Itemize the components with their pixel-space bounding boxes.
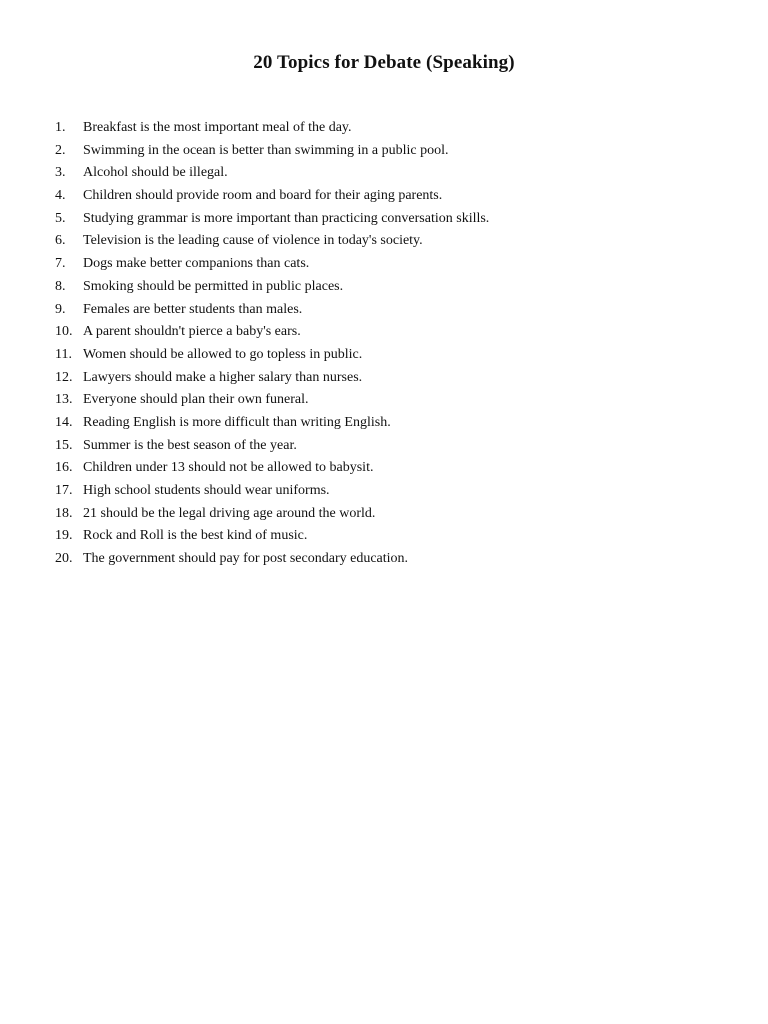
topic-number: 10.: [55, 324, 73, 340]
topic-number: 18.: [55, 505, 73, 521]
topic-item: [55, 548, 489, 571]
topic-number: 5.: [55, 210, 66, 226]
topic-item: [55, 480, 489, 503]
topic-item: [55, 457, 489, 480]
topic-text: A parent shouldn't pierce a baby's ears.: [83, 324, 301, 340]
topic-number: 1.: [55, 120, 66, 135]
topic-text: Reading English is more difficult than writing English.: [83, 414, 391, 430]
topic-text: Breakfast is the most important meal of the day.: [83, 120, 352, 135]
topic-text: Rock and Roll is the best kind of music.: [83, 528, 308, 544]
topic-number: 14.: [55, 414, 73, 430]
topic-item: [55, 525, 489, 548]
topic-text: Lawyers should make a higher salary than nurses.: [83, 369, 363, 385]
topic-text: Smoking should be permitted in public places.: [83, 278, 344, 294]
topic-text: Swimming in the ocean is better than swimming in a public pool.: [83, 142, 449, 158]
topic-number: 3.: [55, 165, 66, 181]
topic-number: 19.: [55, 528, 73, 544]
topic-text: The government should pay for post secondary education.: [83, 551, 409, 567]
topic-number: 13.: [55, 392, 73, 408]
topic-text: Studying grammar is more important than practicing conversation skills.: [83, 210, 490, 226]
topic-item: [55, 185, 489, 208]
topic-number: 2.: [55, 142, 66, 158]
topic-number: 7.: [55, 256, 66, 272]
topic-number: 6.: [55, 233, 66, 249]
topic-item: [55, 117, 489, 140]
topic-item: [55, 276, 489, 299]
topic-number: 16.: [55, 460, 73, 476]
topic-text: Children should provide room and board for their aging parents.: [83, 188, 443, 204]
topic-item: [55, 344, 489, 367]
topic-number: 8.: [55, 278, 66, 294]
topic-text: Summer is the best season of the year.: [83, 437, 297, 453]
topic-number: 4.: [55, 188, 66, 204]
topic-number: 11.: [55, 346, 72, 362]
topic-number: 12.: [55, 369, 73, 385]
topic-item: [55, 321, 489, 344]
topic-text: 21 should be the legal driving age around the world.: [83, 505, 376, 521]
topic-item: [55, 162, 489, 185]
topic-item: [55, 299, 489, 322]
topic-item: [55, 389, 489, 412]
topic-list: [55, 117, 489, 571]
topic-number: 17.: [55, 483, 73, 498]
topic-item: [55, 503, 489, 526]
topic-text: Everyone should plan their own funeral.: [83, 392, 309, 408]
topic-text: Television is the leading cause of violence in today's society.: [83, 233, 423, 249]
topic-item: [55, 253, 489, 276]
topic-item: [55, 435, 489, 458]
topic-text: Women should be allowed to go topless in public.: [83, 346, 363, 362]
topic-text: Females are better students than males.: [83, 301, 303, 317]
page-title: 20 Topics for Debate (Speaking): [253, 52, 515, 73]
topic-number: 9.: [55, 301, 66, 317]
topic-item: [55, 140, 489, 163]
topic-number: 15.: [55, 437, 73, 453]
topic-item: [55, 230, 489, 253]
topic-item: [55, 412, 489, 435]
topic-text: Dogs make better companions than cats.: [83, 256, 310, 272]
topic-text: Children under 13 should not be allowed to babysit.: [83, 460, 374, 476]
topic-item: [55, 367, 489, 390]
topic-number: 20.: [55, 551, 73, 567]
topic-text: Alcohol should be illegal.: [83, 165, 228, 181]
topic-text: High school students should wear uniforms.: [83, 483, 330, 498]
topic-item: [55, 208, 489, 231]
